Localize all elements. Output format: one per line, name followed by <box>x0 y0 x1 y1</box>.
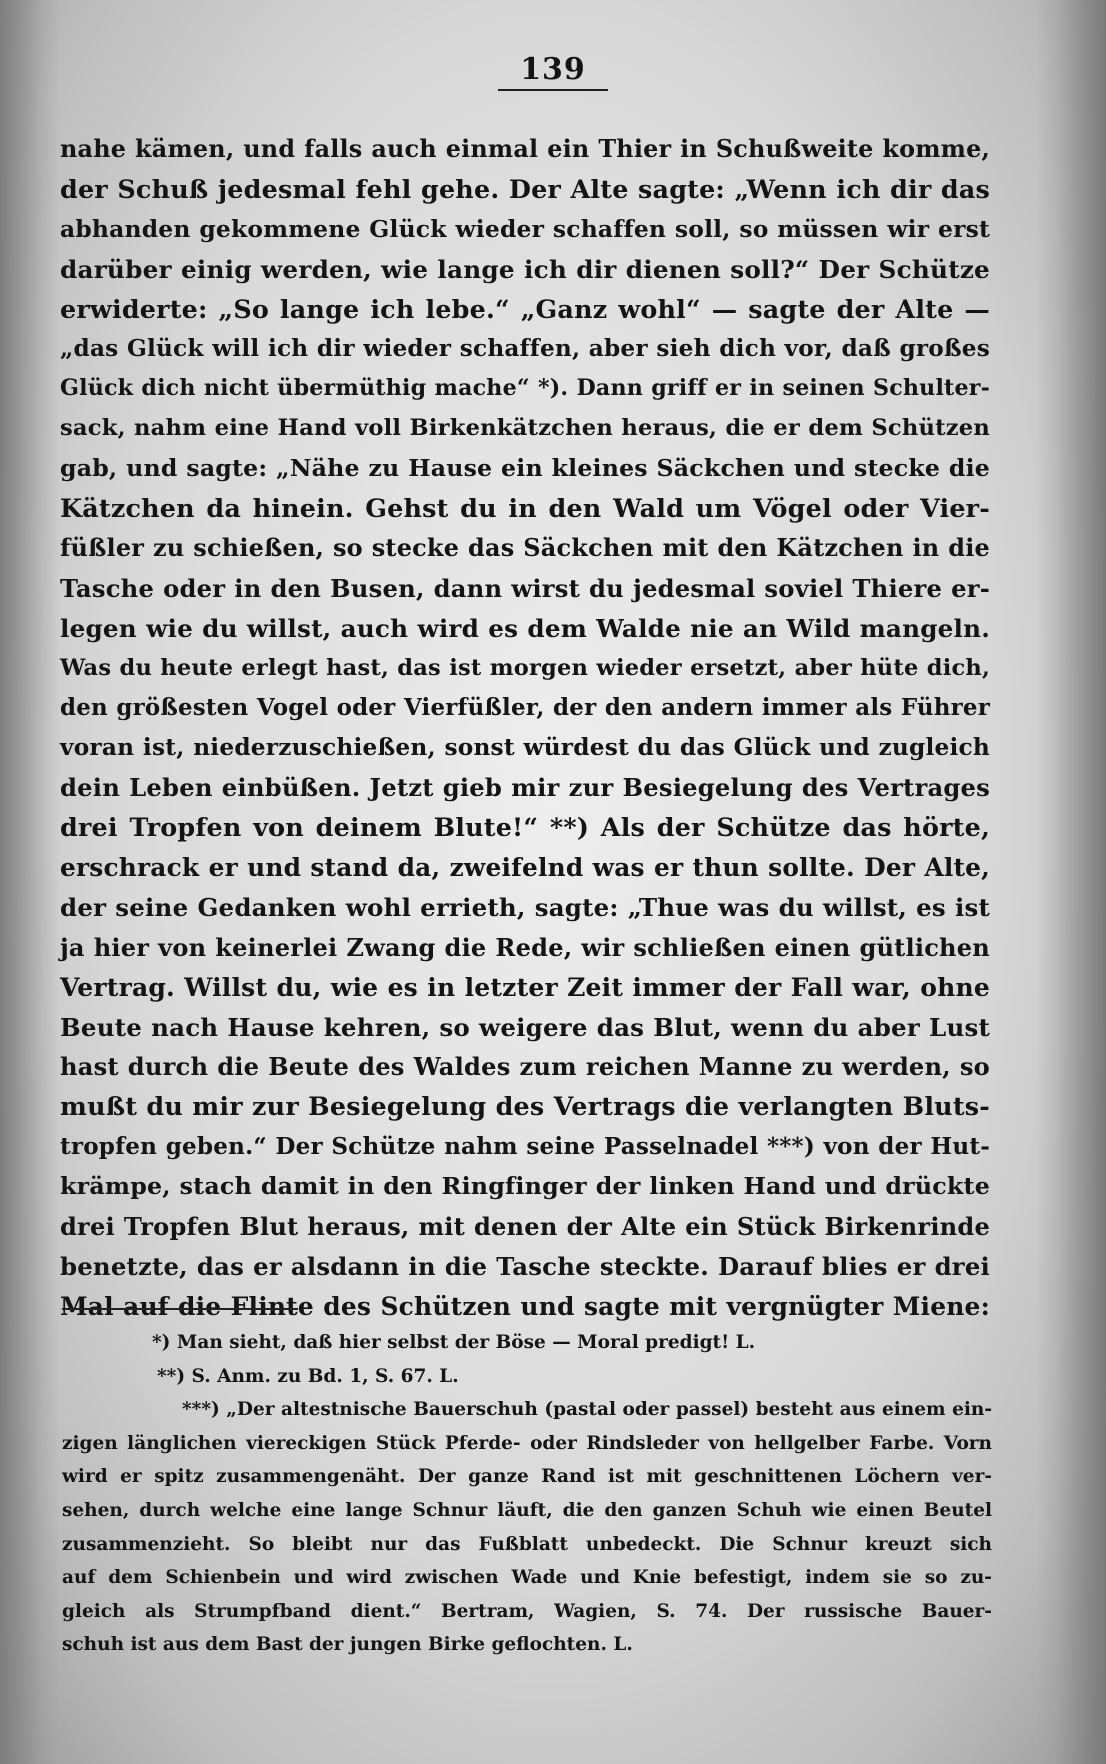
text-line: der Schuß jedesmal fehl gehe. Der Alte sagte: „Wenn ich dir das <box>60 173 990 204</box>
footnote-line: zigen länglichen viereckigen Stück Pferde- oder Rindsleder von hellgelber Farbe. Vorn <box>62 1432 992 1454</box>
footnote-divider <box>62 1308 298 1310</box>
page-shadow-right <box>1036 0 1106 1764</box>
text-line: erschrack er und stand da, zweifelnd was er thun sollte. Der Alte, <box>60 853 990 883</box>
text-line: hast durch die Beute des Waldes zum reichen Manne zu werden, so <box>60 1052 990 1082</box>
text-line: Was du heute erlegt hast, das ist morgen wieder ersetzt, aber hüte dich, <box>60 654 990 681</box>
text-line: legen wie du willst, auch wird es dem Walde nie an Wild mangeln. <box>60 613 990 643</box>
text-line: Vertrag. Willst du, wie es in letzter Zeit immer der Fall war, ohne <box>60 972 990 1002</box>
text-line: der seine Gedanken wohl errieth, sagte: „Thue was du willst, es ist <box>60 892 990 922</box>
text-line: Tasche oder in den Busen, dann wirst du jedesmal soviel Thiere er- <box>60 573 990 603</box>
footnote-3: ***) „Der altestnische Bauerschuh (pastal oder passel) besteht aus einem ein- <box>182 1399 992 1421</box>
text-line: erwiderte: „So lange ich lebe.“ „Ganz wohl“ — sagte der Alte — <box>60 293 990 324</box>
text-line: nahe kämen, und falls auch einmal ein Thier in Schußweite komme, <box>60 135 990 163</box>
text-line: sack, nahm eine Hand voll Birkenkätzchen heraus, die er dem Schützen <box>60 415 990 442</box>
text-line: füßler zu schießen, so stecke das Säckchen mit den Kätzchen in die <box>60 533 990 562</box>
footnote-line: auf dem Schienbein und wird zwischen Wade und Knie befestigt, indem sie so zu- <box>62 1567 992 1589</box>
text-line: Beute nach Hause kehren, so weigere das Blut, wenn du aber Lust <box>60 1012 990 1042</box>
text-line: „das Glück will ich dir wieder schaffen, aber sieh dich vor, daß großes <box>60 335 990 363</box>
text-line: Kätzchen da hinein. Gehst du in den Wald um Vögel oder Vier- <box>60 493 990 524</box>
body-text <box>60 130 990 1327</box>
text-line: dein Leben einbüßen. Jetzt gieb mir zur Besiegelung des Vertrages <box>60 773 990 803</box>
text-line: abhanden gekommene Glück wieder schaffen soll, so müssen wir erst <box>60 214 990 243</box>
footnote-line: sehen, durch welche eine lange Schnur läuft, die den ganzen Schuh wie einen Beutel <box>62 1499 992 1521</box>
text-line: voran ist, niederzuschießen, sonst würdest du das Glück und zugleich <box>60 734 990 762</box>
text-line: tropfen geben.“ Der Schütze nahm seine Passelnadel ***) von der Hut- <box>60 1133 990 1161</box>
text-line: benetzte, das er alsdann in die Tasche steckte. Darauf blies er drei <box>60 1251 990 1281</box>
footnotes <box>62 1326 992 1662</box>
text-line: gab, und sagte: „Nähe zu Hause ein kleines Säckchen und stecke die <box>60 454 990 483</box>
text-line: darüber einig werden, wie lange ich dir dienen soll?“ Der Schütze <box>60 254 990 284</box>
footnote-2: **) S. Anm. zu Bd. 1, S. 67. L. <box>157 1365 459 1387</box>
text-line: drei Tropfen von deinem Blute!“ **) Als der Schütze das hörte, <box>60 812 990 843</box>
text-line: krämpe, stach damit in den Ringfinger der linken Hand und drückte <box>60 1172 990 1201</box>
text-line: den größesten Vogel oder Vierfüßler, der den andern immer als Führer <box>60 694 990 722</box>
footnote-1: *) Man sieht, daß hier selbst der Böse — Moral predigt! L. <box>152 1332 756 1353</box>
text-line: Glück dich nicht übermüthig mache“ *). Dann griff er in seinen Schulter- <box>60 375 990 402</box>
page-shadow-left <box>0 0 60 1764</box>
footnote-line: gleich als Strumpfband dient.“ Bertram, Wagien, S. 74. Der russische Bauer- <box>62 1600 992 1622</box>
text-line: mußt du mir zur Besiegelung des Vertrags die verlangten Bluts- <box>60 1091 990 1122</box>
footnote-line: schuh ist aus dem Bast der jungen Birke geflochten. L. <box>62 1634 633 1656</box>
page-header <box>0 52 1106 91</box>
text-line: drei Tropfen Blut heraus, mit denen der Alte ein Stück Birkenrinde <box>60 1212 990 1242</box>
text-line: Mal auf die Flinte des Schützen und sagte mit vergnügter Miene: <box>60 1291 990 1321</box>
footnote-line: wird er spitz zusammengenäht. Der ganze Rand ist mit geschnittenen Löchern ver- <box>62 1466 992 1488</box>
text-line: ja hier von keinerlei Zwang die Rede, wir schließen einen gütlichen <box>60 932 990 962</box>
page-number: 139 <box>498 52 608 91</box>
footnote-line: zusammenzieht. So bleibt nur das Fußblatt unbedeckt. Die Schnur kreuzt sich <box>62 1533 992 1555</box>
